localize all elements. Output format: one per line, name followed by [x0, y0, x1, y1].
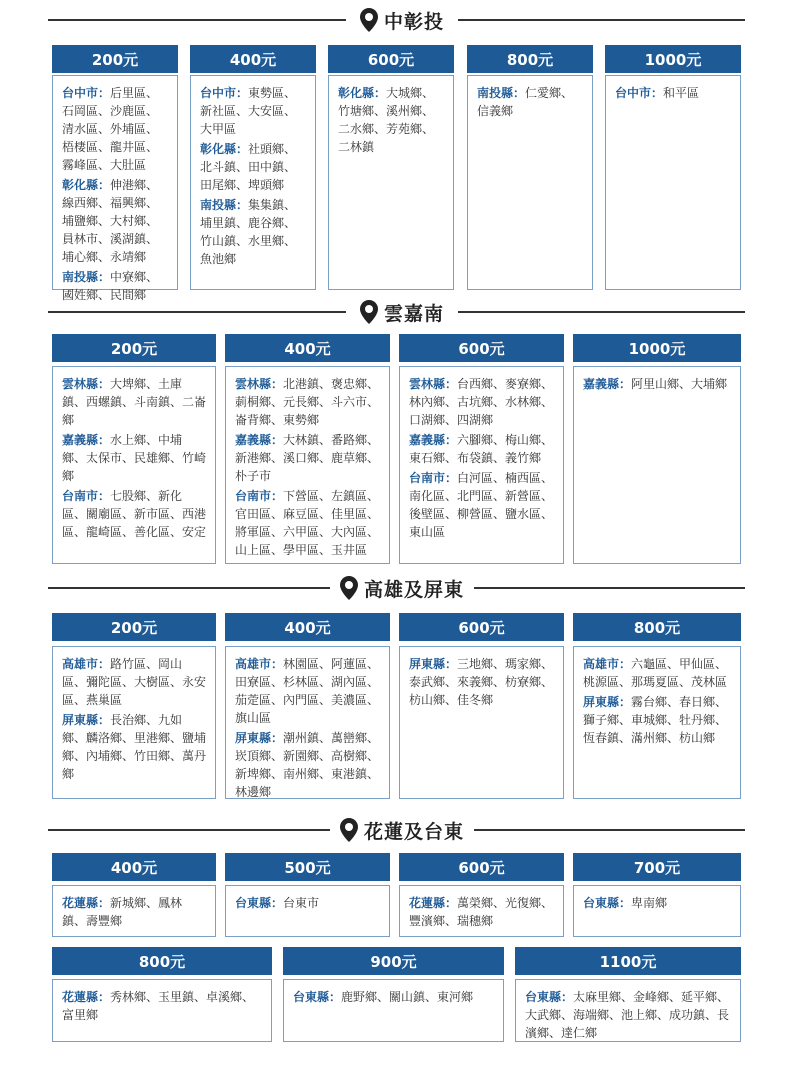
township-list: 水上鄉、中埔鄉、太保市、民雄鄉、竹崎鄉 [62, 433, 207, 483]
price-header: 200元 [52, 334, 216, 362]
township-list: 北港鎮、褒忠鄉、莿桐鄉、元長鄉、斗六市、崙背鄉、東勢鄉 [235, 377, 380, 427]
county-group [235, 655, 380, 727]
county-name: 高雄市： [235, 657, 284, 671]
township-list: 仁愛鄉、信義鄉 [477, 86, 574, 118]
section-title [336, 815, 468, 845]
area-list-card [515, 979, 741, 1042]
county-group [583, 655, 731, 691]
area-list-card [225, 366, 390, 564]
area-list-card [52, 75, 178, 302]
section-title [352, 297, 452, 327]
price-header: 600元 [399, 334, 564, 362]
price-header: 700元 [573, 853, 741, 881]
county-group [235, 487, 380, 559]
county-name: 屏東縣： [583, 695, 632, 709]
county-group [477, 84, 583, 120]
county-group [62, 431, 206, 485]
county-name: 台中市： [615, 86, 664, 100]
county-group [409, 469, 554, 541]
section-title-text: 中彰投 [383, 10, 444, 33]
county-name: 台東縣： [583, 896, 632, 910]
township-list: 下營區、左鎮區、官田區、麻豆區、佳里區、將軍區、六甲區、大內區、山上區、學甲區、玉井區 [235, 489, 380, 557]
area-list-card [52, 979, 272, 1042]
county-name: 高雄市： [62, 657, 111, 671]
township-list: 六腳鄉、梅山鄉、東石鄉、布袋鎮、義竹鄉 [409, 433, 554, 465]
township-list: 秀林鄉、玉里鎮、卓溪鄉、富里鄉 [62, 990, 255, 1022]
section-title-row [0, 5, 790, 35]
section-title [336, 573, 468, 603]
county-group [583, 693, 731, 747]
section-title-row [0, 573, 790, 603]
county-name: 嘉義縣： [235, 433, 284, 447]
county-group [338, 84, 444, 156]
county-group [583, 894, 731, 912]
county-group [62, 176, 168, 266]
county-group [62, 711, 206, 783]
township-list: 路竹區、岡山區、彌陀區、大樹區、永安區、燕巢區 [62, 657, 207, 707]
area-list-card [52, 885, 216, 937]
section-title [352, 5, 452, 35]
township-list: 東勢區、新社區、大安區、大甲區 [200, 86, 297, 136]
county-name: 嘉義縣： [583, 377, 632, 391]
price-header: 400元 [225, 613, 390, 641]
price-header: 400元 [225, 334, 390, 362]
title-divider-left [48, 19, 346, 21]
county-name: 台中市： [200, 86, 249, 100]
county-group [62, 894, 206, 930]
township-list: 后里區、石岡區、沙鹿區、清水區、外埔區、梧棲區、龍井區、霧峰區、大肚區 [62, 86, 159, 172]
price-header: 1000元 [605, 45, 741, 73]
county-group [409, 655, 554, 709]
township-list: 大林鎮、番路鄉、新港鄉、溪口鄉、鹿草鄉、朴子市 [235, 433, 380, 483]
township-list: 林園區、阿蓮區、田寮區、杉林區、湖內區、茄萣區、內門區、美濃區、旗山區 [235, 657, 380, 725]
area-list-card [52, 366, 216, 564]
county-group [200, 84, 306, 138]
county-group [62, 375, 206, 429]
township-list: 霧台鄉、春日鄉、獅子鄉、車城鄉、牡丹鄉、恆春鎮、滿州鄉、枋山鄉 [583, 695, 728, 745]
area-list-card [399, 646, 564, 799]
township-list: 三地鄉、瑪家鄉、泰武鄉、來義鄉、枋寮鄉、枋山鄉、佳冬鄉 [409, 657, 554, 707]
area-list-card [52, 646, 216, 799]
township-list: 台西鄉、麥寮鄉、林內鄉、古坑鄉、水林鄉、口湖鄉、四湖鄉 [409, 377, 554, 427]
map-pin-icon [340, 818, 358, 842]
county-group [200, 140, 306, 194]
township-list: 集集鎮、埔里鎮、鹿谷鄉、竹山鎮、水里鄉、魚池鄉 [200, 198, 297, 266]
township-list: 萬榮鄉、光復鄉、豐濱鄉、瑞穗鄉 [409, 896, 554, 928]
county-group [293, 988, 494, 1006]
price-header: 200元 [52, 613, 216, 641]
township-list: 阿里山鄉、大埔鄉 [631, 377, 728, 391]
township-list: 六龜區、甲仙區、桃源區、那瑪夏區、茂林區 [583, 657, 728, 689]
title-divider-right [458, 311, 745, 313]
area-list-card [190, 75, 316, 290]
county-group [583, 375, 731, 393]
county-group [409, 431, 554, 467]
county-name: 花蓮縣： [62, 896, 111, 910]
county-group [62, 84, 168, 174]
title-divider-right [458, 19, 745, 21]
section-title-row [0, 297, 790, 327]
county-name: 嘉義縣： [409, 433, 458, 447]
county-group [235, 431, 380, 485]
price-header: 1000元 [573, 334, 741, 362]
county-name: 屏東縣： [409, 657, 458, 671]
county-name: 雲林縣： [235, 377, 284, 391]
title-divider-left [48, 587, 330, 589]
county-group [62, 655, 206, 709]
price-header: 200元 [52, 45, 178, 73]
county-name: 嘉義縣： [62, 433, 111, 447]
section-title-text: 高雄及屏東 [363, 578, 464, 601]
township-list: 中寮鄉、國姓鄉、民間鄉 [62, 270, 159, 302]
county-name: 台東縣： [525, 990, 574, 1004]
township-list: 大埤鄉、土庫鎮、西螺鎮、斗南鎮、二崙鄉 [62, 377, 207, 427]
county-group [62, 988, 262, 1024]
section-title-row [0, 815, 790, 845]
township-list: 鹿野鄉、關山鎮、東河鄉 [341, 990, 474, 1004]
county-group [409, 894, 554, 930]
area-list-card [573, 646, 741, 799]
township-list: 伸港鄉、線西鄉、福興鄉、埔鹽鄉、大村鄉、員林市、溪湖鎮、埔心鄉、永靖鄉 [62, 178, 159, 264]
price-header: 500元 [225, 853, 390, 881]
township-list: 卑南鄉 [631, 896, 668, 910]
county-name: 彰化縣： [200, 142, 249, 156]
township-list: 大城鄉、竹塘鄉、溪州鄉、二水鄉、芳苑鄉、二林鎮 [338, 86, 435, 154]
county-group [615, 84, 731, 102]
county-name: 花蓮縣： [62, 990, 111, 1004]
county-name: 彰化縣： [338, 86, 387, 100]
map-pin-icon [360, 8, 378, 32]
county-name: 台南市： [62, 489, 111, 503]
map-pin-icon [340, 576, 358, 600]
county-name: 南投縣： [62, 270, 111, 284]
title-divider-left [48, 829, 330, 831]
county-name: 高雄市： [583, 657, 632, 671]
county-group [200, 196, 306, 268]
title-divider-left [48, 311, 346, 313]
county-name: 台東縣： [235, 896, 284, 910]
township-list: 新城鄉、鳳林鎮、壽豐鄉 [62, 896, 183, 928]
township-list: 白河區、楠西區、南化區、北門區、新營區、後壁區、柳營區、鹽水區、東山區 [409, 471, 554, 539]
section-title-text: 雲嘉南 [383, 302, 444, 325]
area-list-card [605, 75, 741, 290]
county-group [62, 487, 206, 541]
price-header: 1100元 [515, 947, 741, 975]
price-header: 800元 [52, 947, 272, 975]
area-list-card [225, 646, 390, 799]
county-name: 雲林縣： [62, 377, 111, 391]
township-list: 社頭鄉、北斗鎮、田中鎮、田尾鄉、埤頭鄉 [200, 142, 297, 192]
county-group [525, 988, 731, 1042]
price-header: 600元 [399, 853, 564, 881]
area-list-card [573, 366, 741, 564]
county-name: 花蓮縣： [409, 896, 458, 910]
price-header: 800元 [573, 613, 741, 641]
county-group [409, 375, 554, 429]
section-title-text: 花蓮及台東 [363, 820, 464, 843]
county-group [235, 729, 380, 801]
township-list: 台東市 [283, 896, 320, 910]
county-group [235, 375, 380, 429]
county-name: 台南市： [409, 471, 458, 485]
price-header: 400元 [52, 853, 216, 881]
township-list: 七股鄉、新化區、關廟區、新市區、西港區、龍崎區、善化區、安定 [62, 489, 207, 539]
county-name: 屏東縣： [62, 713, 111, 727]
county-name: 屏東縣： [235, 731, 284, 745]
area-list-card [225, 885, 390, 937]
county-name: 台中市： [62, 86, 111, 100]
price-header: 600元 [328, 45, 454, 73]
area-list-card [573, 885, 741, 937]
county-group [235, 894, 380, 912]
title-divider-right [474, 829, 745, 831]
area-list-card [399, 885, 564, 937]
county-name: 台南市： [235, 489, 284, 503]
township-list: 和平區 [663, 86, 700, 100]
county-name: 雲林縣： [409, 377, 458, 391]
county-name: 彰化縣： [62, 178, 111, 192]
township-list: 長治鄉、九如鄉、麟洛鄉、里港鄉、鹽埔鄉、內埔鄉、竹田鄉、萬丹鄉 [62, 713, 207, 781]
price-header: 900元 [283, 947, 504, 975]
price-header: 400元 [190, 45, 316, 73]
county-name: 南投縣： [477, 86, 526, 100]
price-header: 800元 [467, 45, 593, 73]
map-pin-icon [360, 300, 378, 324]
county-name: 南投縣： [200, 198, 249, 212]
area-list-card [328, 75, 454, 290]
township-list: 太麻里鄉、金峰鄉、延平鄉、大武鄉、海端鄉、池上鄉、成功鎮、長濱鄉、達仁鄉 [525, 990, 730, 1040]
title-divider-right [474, 587, 745, 589]
area-list-card [467, 75, 593, 290]
area-list-card [283, 979, 504, 1042]
township-list: 潮州鎮、萬巒鄉、崁頂鄉、新園鄉、高樹鄉、新埤鄉、南州鄉、東港鎮、林邊鄉 [235, 731, 380, 799]
area-list-card [399, 366, 564, 564]
price-header: 600元 [399, 613, 564, 641]
county-name: 台東縣： [293, 990, 342, 1004]
